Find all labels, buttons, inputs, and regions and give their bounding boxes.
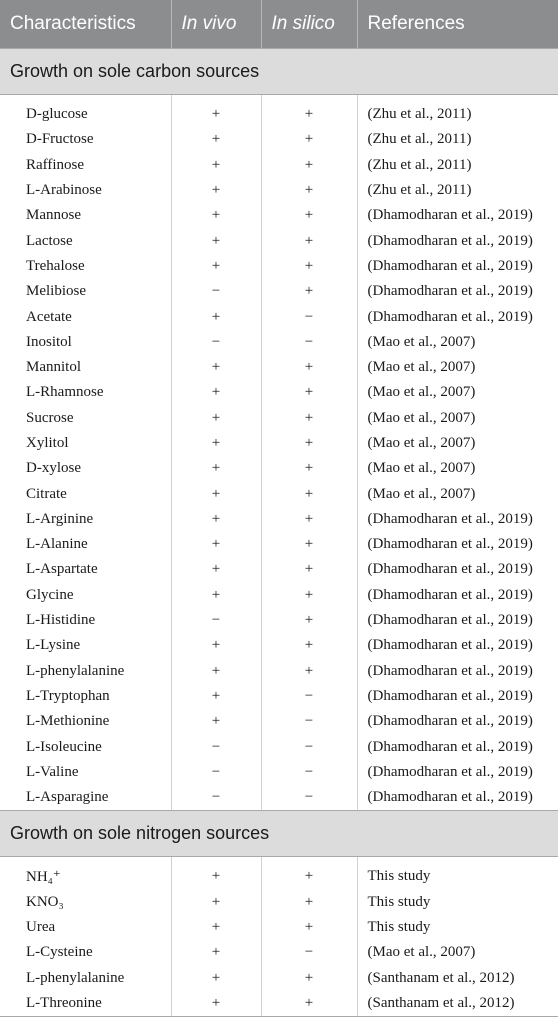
reference-cell: (Dhamodharan et al., 2019) [357,203,558,228]
reference-cell: (Dhamodharan et al., 2019) [357,228,558,253]
reference-cell: This study [357,890,558,915]
spacer-cell [357,95,558,103]
characteristic-cell: L-Tryptophan [26,687,110,704]
table-row [0,890,558,915]
in-vivo-cell: + [171,709,261,734]
reference-cell: (Zhu et al., 2011) [357,102,558,127]
in-vivo-cell: + [171,153,261,178]
table-row [0,304,558,329]
table-row [0,684,558,709]
header-in-vivo: In vivo [171,0,261,49]
table-row [0,507,558,532]
reference-cell: (Zhu et al., 2011) [357,153,558,178]
in-silico-cell: − [261,684,357,709]
in-silico-cell: + [261,532,357,557]
section-spacer [0,857,558,865]
spacer-cell [261,95,357,103]
in-silico-cell: + [261,102,357,127]
in-silico-cell: + [261,991,357,1017]
characteristic-cell: Lactose [26,232,73,249]
reference-cell: (Dhamodharan et al., 2019) [357,279,558,304]
characteristic-cell: D-xylose [26,460,81,477]
in-vivo-cell: + [171,481,261,506]
characteristic-cell: Trehalose [26,257,85,274]
in-vivo-cell: + [171,890,261,915]
in-silico-cell: + [261,864,357,889]
table-row [0,659,558,684]
characteristic-cell: L-Rhamnose [26,384,104,401]
table-row [0,608,558,633]
characteristic-cell: L-Arabinose [26,182,102,199]
in-silico-cell: + [261,127,357,152]
in-vivo-cell: + [171,940,261,965]
table-row [0,734,558,759]
characteristic-cell: D-glucose [26,106,88,123]
characteristic-cell: Mannose [26,207,81,224]
spacer-cell [171,95,261,103]
reference-cell: (Dhamodharan et al., 2019) [357,583,558,608]
table-row [0,532,558,557]
reference-cell: (Mao et al., 2007) [357,380,558,405]
in-silico-cell: + [261,254,357,279]
in-silico-cell: + [261,355,357,380]
reference-cell: (Dhamodharan et al., 2019) [357,785,558,811]
in-silico-cell: + [261,406,357,431]
in-vivo-cell: + [171,864,261,889]
characteristic-cell: L-Arginine [26,510,94,527]
table-body [0,49,558,1017]
in-vivo-cell: + [171,507,261,532]
table-row [0,966,558,991]
in-silico-cell: + [261,203,357,228]
table-header [0,0,558,49]
characteristic-cell: L-Valine [26,763,79,780]
reference-cell: (Dhamodharan et al., 2019) [357,760,558,785]
table-row [0,330,558,355]
in-silico-cell: − [261,709,357,734]
in-silico-cell: + [261,915,357,940]
characteristic-cell: L-Aspartate [26,561,98,578]
spacer-cell [357,857,558,865]
table-row [0,203,558,228]
in-vivo-cell: − [171,279,261,304]
table-row [0,940,558,965]
in-vivo-cell: + [171,684,261,709]
in-vivo-cell: + [171,532,261,557]
in-silico-cell: − [261,940,357,965]
in-vivo-cell: + [171,557,261,582]
table-row [0,228,558,253]
in-silico-cell: + [261,890,357,915]
reference-cell: (Dhamodharan et al., 2019) [357,557,558,582]
table-row [0,709,558,734]
in-vivo-cell: + [171,203,261,228]
in-vivo-cell: − [171,785,261,811]
characteristic-cell: L-Isoleucine [26,738,102,755]
table-row [0,583,558,608]
table-row [0,406,558,431]
section-title: Growth on sole carbon sources [0,49,558,95]
table-row [0,153,558,178]
in-silico-cell: + [261,659,357,684]
characteristic-cell: L-Cysteine [26,944,93,961]
characteristic-cell: L-Histidine [26,612,96,629]
characteristic-cell: Sucrose [26,409,74,426]
in-silico-cell: + [261,456,357,481]
reference-cell: (Mao et al., 2007) [357,481,558,506]
in-vivo-cell: + [171,254,261,279]
reference-cell: (Zhu et al., 2011) [357,127,558,152]
spacer-cell [171,857,261,865]
in-vivo-cell: + [171,633,261,658]
section-header-row [0,811,558,857]
section-header-row [0,49,558,95]
spacer-cell [0,95,171,103]
in-vivo-cell: + [171,966,261,991]
in-silico-cell: + [261,966,357,991]
reference-cell: (Santhanam et al., 2012) [357,991,558,1017]
table-row [0,279,558,304]
table-row [0,760,558,785]
in-silico-cell: + [261,279,357,304]
characteristic-cell: D-Fructose [26,131,94,148]
in-silico-cell: + [261,633,357,658]
in-vivo-cell: + [171,431,261,456]
characteristic-cell: L-Alanine [26,536,88,553]
table-row [0,127,558,152]
in-vivo-cell: + [171,406,261,431]
reference-cell: This study [357,864,558,889]
in-vivo-cell: + [171,659,261,684]
reference-cell: (Dhamodharan et al., 2019) [357,254,558,279]
characteristic-cell: KNO₃ [26,893,64,910]
in-silico-cell: − [261,785,357,811]
in-silico-cell: + [261,228,357,253]
table-row [0,633,558,658]
characteristic-cell: Melibiose [26,283,86,300]
reference-cell: (Mao et al., 2007) [357,355,558,380]
reference-cell: (Dhamodharan et al., 2019) [357,659,558,684]
in-silico-cell: + [261,178,357,203]
reference-cell: (Mao et al., 2007) [357,940,558,965]
in-silico-cell: − [261,734,357,759]
characteristic-cell: Xylitol [26,435,69,451]
reference-cell: (Dhamodharan et al., 2019) [357,304,558,329]
table-row [0,254,558,279]
in-silico-cell: − [261,304,357,329]
reference-cell: This study [357,915,558,940]
reference-cell: (Santhanam et al., 2012) [357,966,558,991]
in-vivo-cell: + [171,991,261,1017]
characteristic-cell: L-Methionine [26,713,110,730]
in-vivo-cell: − [171,330,261,355]
in-vivo-cell: + [171,456,261,481]
table-row [0,431,558,456]
in-vivo-cell: + [171,127,261,152]
characteristic-cell: Inositol [26,333,72,350]
in-vivo-cell: − [171,734,261,759]
characteristic-cell: Glycine [26,586,74,603]
characteristic-cell: Urea [26,919,56,936]
in-vivo-cell: + [171,583,261,608]
in-vivo-cell: + [171,915,261,940]
in-vivo-cell: + [171,380,261,405]
in-silico-cell: + [261,380,357,405]
in-vivo-cell: + [171,178,261,203]
characteristic-cell: L-Asparagine [0,785,171,811]
in-vivo-cell: + [171,355,261,380]
reference-cell: (Mao et al., 2007) [357,431,558,456]
in-vivo-cell: − [171,760,261,785]
characteristic-cell: L-Threonine [0,991,171,1017]
characteristic-cell: L-phenylalanine [26,969,125,986]
reference-cell: (Zhu et al., 2011) [357,178,558,203]
in-vivo-cell: + [171,102,261,127]
in-silico-cell: + [261,431,357,456]
in-silico-cell: + [261,608,357,633]
characteristic-cell: NH₄⁺ [26,869,61,886]
characteristic-cell: Acetate [26,308,72,325]
reference-cell: (Dhamodharan et al., 2019) [357,532,558,557]
in-silico-cell: + [261,481,357,506]
in-vivo-cell: + [171,304,261,329]
table-row [0,102,558,127]
header-in-silico: In silico [261,0,357,49]
reference-cell: (Dhamodharan et al., 2019) [357,684,558,709]
reference-cell: (Mao et al., 2007) [357,456,558,481]
characteristic-cell: Mannitol [26,359,81,376]
section-title: Growth on sole nitrogen sources [0,811,558,857]
in-silico-cell: + [261,583,357,608]
in-silico-cell: − [261,330,357,355]
table-row [0,456,558,481]
section-spacer [0,95,558,103]
in-vivo-cell: − [171,608,261,633]
table-row [0,355,558,380]
spacer-cell [0,857,171,865]
header-characteristics: Characteristics [0,0,171,49]
reference-cell: (Dhamodharan et al., 2019) [357,709,558,734]
table-row [0,785,558,811]
table-row [0,380,558,405]
in-silico-cell: − [261,760,357,785]
in-silico-cell: + [261,557,357,582]
in-vivo-cell: + [171,228,261,253]
reference-cell: (Dhamodharan et al., 2019) [357,633,558,658]
reference-cell: (Dhamodharan et al., 2019) [357,734,558,759]
reference-cell: (Dhamodharan et al., 2019) [357,608,558,633]
table-row [0,481,558,506]
in-silico-cell: + [261,153,357,178]
characteristic-cell: Raffinose [26,156,85,173]
characteristic-cell: Citrate [26,485,67,502]
table-row [0,915,558,940]
table-row [0,178,558,203]
reference-cell: (Dhamodharan et al., 2019) [357,507,558,532]
spacer-cell [261,857,357,865]
reference-cell: (Mao et al., 2007) [357,406,558,431]
in-silico-cell: + [261,507,357,532]
reference-cell: (Mao et al., 2007) [357,330,558,355]
characteristic-cell: L-phenylalanine [26,662,125,679]
characteristic-cell: L-Lysine [26,637,81,654]
table-row [0,864,558,889]
table-row [0,557,558,582]
header-references: References [357,0,558,49]
